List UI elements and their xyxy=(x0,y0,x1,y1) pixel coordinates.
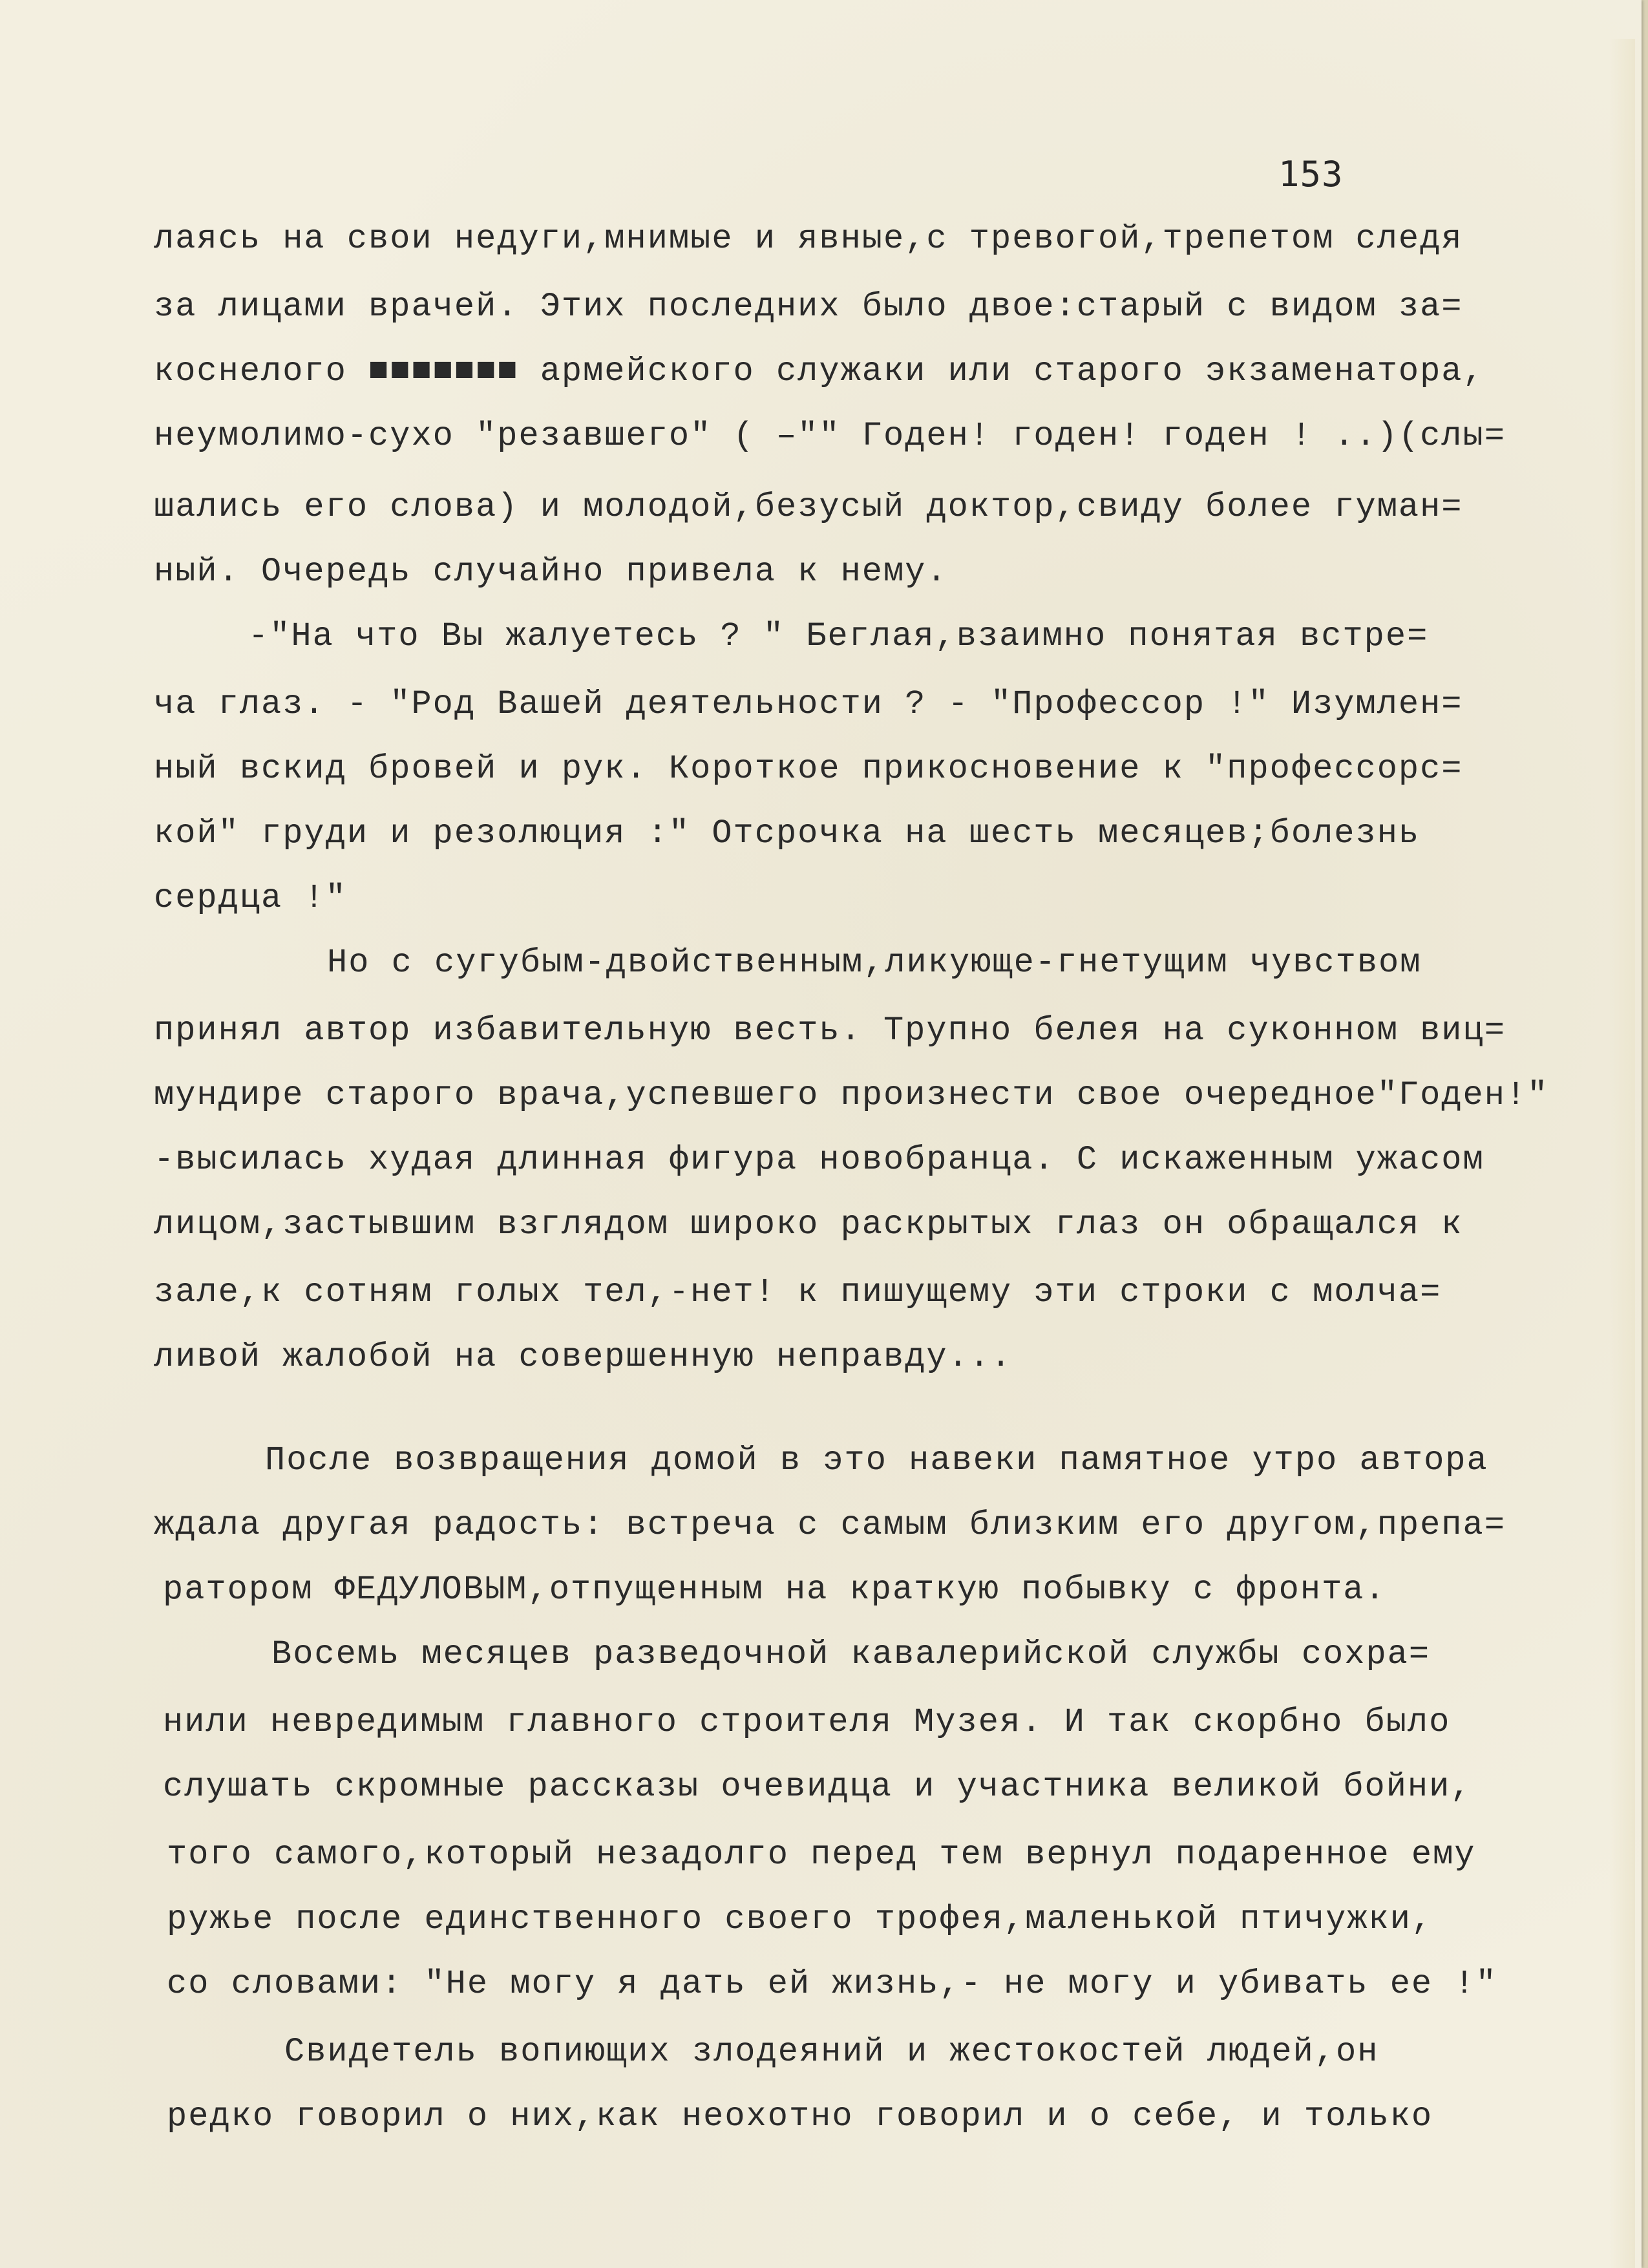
text-line: слушать скромные рассказы очевидца и участника великой бойни, xyxy=(163,1768,1472,1806)
text-line: ча глаз. - "Род Вашей деятельности ? - "Профессор !" Изумлен= xyxy=(154,685,1463,723)
text-line: Восемь месяцев разведочной кавалерийской службы сохра= xyxy=(271,1635,1431,1673)
text-line: Но с сугубым-двойственным,ликующе-гнетущим чувством xyxy=(327,944,1422,982)
text-line: кой" груди и резолюция :" Отсрочка на шесть месяцев;болезнь xyxy=(154,814,1421,853)
text-line: -"На что Вы жалуетесь ? " Беглая,взаимно понятая встре= xyxy=(248,617,1429,655)
text-line: неумолимо-сухо "резавшего" ( –"" Годен! годен! годен ! ..)(слы= xyxy=(154,417,1506,455)
text-line: -высилась худая длинная фигура новобранца. С искаженным ужасом xyxy=(154,1141,1484,1179)
text-line: ждала другая радость: встреча с самым близким его другом,препа= xyxy=(154,1506,1506,1544)
text-line: лаясь на свои недуги,мнимые и явные,с тревогой,трепетом следя xyxy=(154,220,1463,258)
text-line: со словами: "Не могу я дать ей жизнь,- не могу и убивать ее !" xyxy=(167,1965,1497,2003)
text-line: ный. Очередь случайно привела к нему. xyxy=(154,553,948,591)
text-line: ливой жалобой на совершенную неправду... xyxy=(154,1338,1013,1376)
text-line: редко говорил о них,как неохотно говорил и о себе, и только xyxy=(167,2097,1433,2136)
text-line: нили невредимым главного строителя Музея. И так скорбно было xyxy=(163,1703,1451,1741)
text-line: сердца !" xyxy=(154,879,347,917)
text-line: за лицами врачей. Этих последних было двое:старый с видом за= xyxy=(154,288,1463,326)
text-line: Свидетель вопиющих злодеяний и жестокостей людей,он xyxy=(284,2033,1379,2071)
text-line: шались его слова) и молодой,безусый доктор,свиду более гуман= xyxy=(154,488,1463,526)
text-line: ружье после единственного своего трофея,маленькой птичужки, xyxy=(167,1900,1433,1938)
page-number: 153 xyxy=(1278,154,1344,195)
text-line: После возвращения домой в это навеки памятное утро автора xyxy=(265,1441,1488,1479)
text-line: зале,к сотням голых тел,-нет! к пишущему эти строки с молча= xyxy=(154,1273,1442,1311)
text-line: ный вскид бровей и рук. Короткое прикосновение к "профессорс= xyxy=(154,750,1463,788)
text-line: коснелого ■■■■■■■ армейского служаки или старого экзаменатора, xyxy=(154,352,1484,390)
text-line: принял автор избавительную весть. Трупно белея на суконном виц= xyxy=(154,1012,1506,1050)
text-line: ратором ФЕДУЛОВЫМ,отпущенным на краткую побывку с фронта. xyxy=(163,1571,1386,1609)
text-line: мундире старого врача,успевшего произнести свое очередное"Годен!" xyxy=(154,1076,1549,1114)
text-line: лицом,застывшим взглядом широко раскрытых глаз он обращался к xyxy=(154,1205,1463,1244)
text-line: того самого,который незадолго перед тем вернул подаренное ему xyxy=(167,1836,1476,1874)
